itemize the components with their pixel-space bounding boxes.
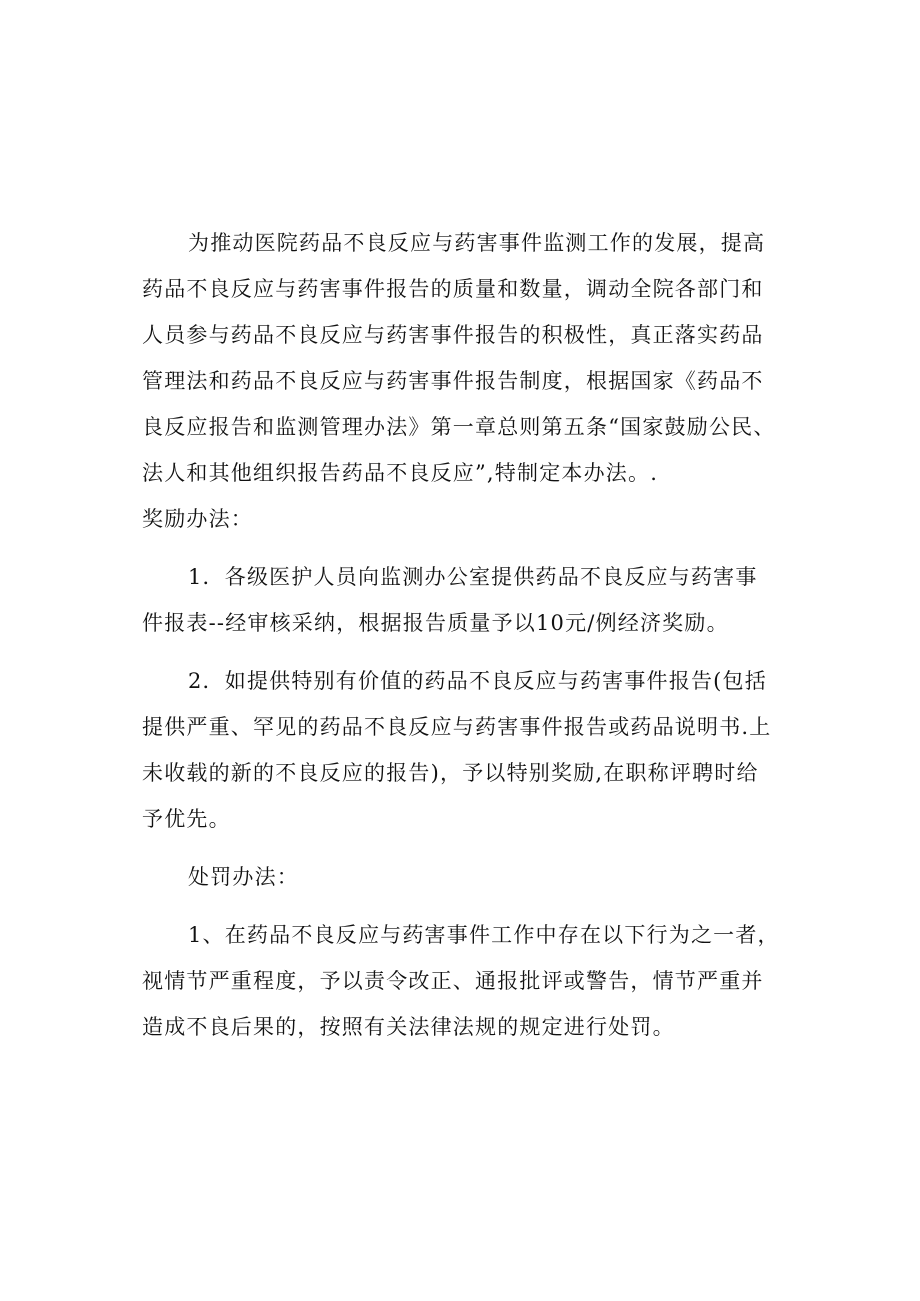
paragraph-line: 为推动医院药品不良反应与药害事件监测工作的发展，提高	[188, 231, 766, 255]
paragraph-line: 良反应报告和监测管理办法》第一章总则第五条“国家鼓励公民、	[142, 415, 776, 439]
document-body	[142, 220, 802, 1050]
paragraph-line: 件报表--经审核采纳，根据报告质量予以10元/例经济奖励。	[142, 611, 729, 635]
paragraph-line: 2．如提供特别有价值的药品不良反应与药害事件报告(包括	[188, 669, 767, 693]
penalty-heading: 处罚办法：	[188, 865, 299, 889]
paragraph-line: 造成不良后果的，按照有关法律法规的规定进行处罚。	[142, 1015, 675, 1039]
paragraph-line: 提供严重、罕见的药品不良反应与药害事件报告或药品说明书.上	[142, 715, 772, 739]
paragraph-line: 管理法和药品不良反应与药害事件报告制度，根据国家《药品不	[142, 369, 764, 393]
reward-item-2	[142, 658, 802, 842]
reward-item-1	[142, 554, 802, 646]
paragraph-line: 人员参与药品不良反应与药害事件报告的积极性，真正落实药品	[142, 323, 764, 347]
paragraph-line: 1、在药品不良反应与药害事件工作中存在以下行为之一者，	[188, 923, 780, 947]
paragraph-line: 法人和其他组织报告药品不良反应”,特制定本办法。.	[142, 461, 659, 485]
penalty-item-1	[142, 912, 802, 1050]
paragraph-line: 1．各级医护人员向监测办公室提供药品不良反应与药害事	[188, 565, 758, 589]
paragraph-line: 视情节严重程度，予以责令改正、通报批评或警告，情节严重并	[142, 969, 764, 993]
intro-paragraph	[142, 220, 802, 496]
paragraph-line: 药品不良反应与药害事件报告的质量和数量，调动全院各部门和	[142, 277, 764, 301]
paragraph-line: 未收载的新的不良反应的报告)，予以特别奖励,在职称评聘时给	[142, 761, 759, 785]
paragraph-line: 予优先。	[142, 807, 231, 831]
reward-heading: 奖励办法：	[142, 507, 253, 531]
